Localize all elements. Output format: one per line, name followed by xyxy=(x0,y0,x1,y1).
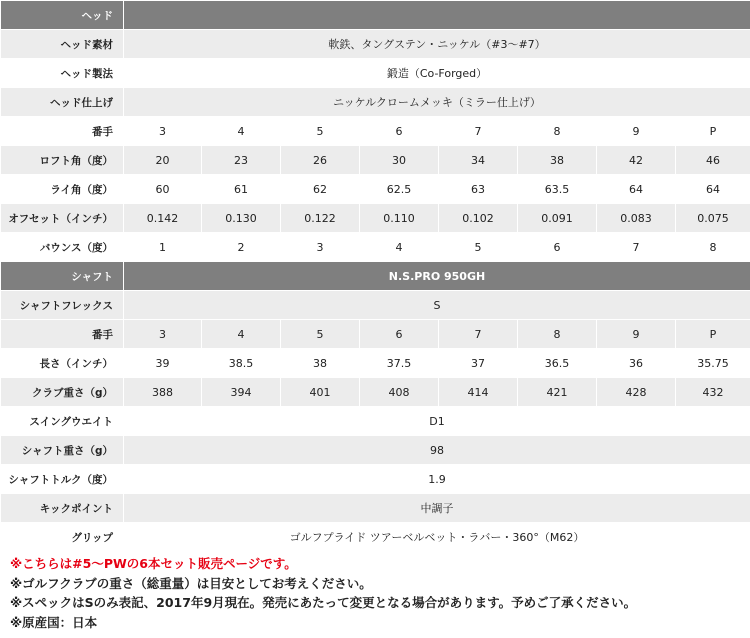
notes xyxy=(10,554,745,632)
club-weight-cell: 394 xyxy=(202,378,281,407)
club-weight-cell: 421 xyxy=(518,378,597,407)
lie-row xyxy=(1,175,750,204)
note-origin: ※原産国：日本 xyxy=(10,614,98,630)
bounce-cell: 2 xyxy=(202,233,281,262)
shaft-number-cell: 3 xyxy=(124,320,202,349)
head-number-cell: 4 xyxy=(202,117,281,146)
shaft-header-row xyxy=(1,262,750,291)
head-number-label: 番手 xyxy=(1,117,124,146)
length-cell: 36.5 xyxy=(518,349,597,378)
bounce-label: バウンス（度） xyxy=(1,233,124,262)
length-cell: 37.5 xyxy=(360,349,439,378)
loft-row xyxy=(1,146,750,175)
lie-cell: 62.5 xyxy=(360,175,439,204)
head-method-value: 鍛造（Co-Forged） xyxy=(124,59,750,88)
shaft-number-cell: 4 xyxy=(202,320,281,349)
head-header-row xyxy=(1,1,750,30)
shaft-number-cell: 8 xyxy=(518,320,597,349)
lie-cell: 62 xyxy=(281,175,360,204)
bounce-cell: 6 xyxy=(518,233,597,262)
shaft-flex-label: シャフトフレックス xyxy=(1,291,124,320)
length-cell: 38.5 xyxy=(202,349,281,378)
lie-label: ライ角（度） xyxy=(1,175,124,204)
club-weight-row xyxy=(1,378,750,407)
grip-label: グリップ xyxy=(1,523,124,552)
club-weight-cell: 428 xyxy=(597,378,676,407)
head-number-cell: P xyxy=(676,117,750,146)
bounce-cell: 5 xyxy=(439,233,518,262)
club-weight-cell: 401 xyxy=(281,378,360,407)
note-weight: ※ゴルフクラブの重さ（総重量）は目安としてお考えください。 xyxy=(10,575,372,591)
loft-cell: 38 xyxy=(518,146,597,175)
shaft-model-value: N.S.PRO 950GH xyxy=(124,262,750,291)
head-method-label: ヘッド製法 xyxy=(1,59,124,88)
head-material-label: ヘッド素材 xyxy=(1,30,124,59)
loft-cell: 23 xyxy=(202,146,281,175)
head-method-row xyxy=(1,59,750,88)
shaft-number-cell: 9 xyxy=(597,320,676,349)
club-weight-cell: 388 xyxy=(124,378,202,407)
lie-cell: 63.5 xyxy=(518,175,597,204)
loft-cell: 34 xyxy=(439,146,518,175)
swing-weight-value: D1 xyxy=(124,407,750,436)
shaft-number-cell: 5 xyxy=(281,320,360,349)
length-row xyxy=(1,349,750,378)
shaft-weight-value: 98 xyxy=(124,436,750,465)
shaft-flex-row xyxy=(1,291,750,320)
offset-cell: 0.110 xyxy=(360,204,439,233)
shaft-number-cell: P xyxy=(676,320,750,349)
lie-cell: 63 xyxy=(439,175,518,204)
offset-cell: 0.102 xyxy=(439,204,518,233)
note-spec: ※スペックはSのみ表記、2017年9月現在。発売にあたって変更となる場合があります。予めご了承ください。 xyxy=(10,595,637,610)
head-finish-value: ニッケルクロームメッキ（ミラー仕上げ） xyxy=(124,88,750,117)
shaft-weight-label: シャフト重さ（g） xyxy=(1,436,124,465)
bounce-cell: 7 xyxy=(597,233,676,262)
lie-cell: 60 xyxy=(124,175,202,204)
grip-row xyxy=(1,523,750,552)
head-number-cell: 3 xyxy=(124,117,202,146)
offset-cell: 0.130 xyxy=(202,204,281,233)
shaft-number-label: 番手 xyxy=(1,320,124,349)
club-weight-cell: 432 xyxy=(676,378,750,407)
torque-row xyxy=(1,465,750,494)
kick-point-label: キックポイント xyxy=(1,494,124,523)
loft-cell: 42 xyxy=(597,146,676,175)
shaft-number-cell: 6 xyxy=(360,320,439,349)
head-number-cell: 5 xyxy=(281,117,360,146)
head-material-value: 軟鉄、タングステン・ニッケル（#3〜#7） xyxy=(124,30,750,59)
swing-weight-row xyxy=(1,407,750,436)
lie-cell: 64 xyxy=(597,175,676,204)
length-cell: 38 xyxy=(281,349,360,378)
shaft-number-cell: 7 xyxy=(439,320,518,349)
swing-weight-label: スイングウエイト xyxy=(1,407,124,436)
note-set-info: ※こちらは#5〜PWの6本セット販売ページです。 xyxy=(10,556,297,571)
head-number-row xyxy=(1,117,750,146)
head-number-cell: 8 xyxy=(518,117,597,146)
bounce-row xyxy=(1,233,750,262)
loft-cell: 26 xyxy=(281,146,360,175)
offset-row xyxy=(1,204,750,233)
lie-cell: 64 xyxy=(676,175,750,204)
torque-value: 1.9 xyxy=(124,465,750,494)
length-cell: 39 xyxy=(124,349,202,378)
shaft-section-label: シャフト xyxy=(1,262,124,291)
length-cell: 36 xyxy=(597,349,676,378)
bounce-cell: 3 xyxy=(281,233,360,262)
offset-cell: 0.122 xyxy=(281,204,360,233)
shaft-flex-value: S xyxy=(124,291,750,320)
loft-cell: 30 xyxy=(360,146,439,175)
loft-cell: 46 xyxy=(676,146,750,175)
loft-label: ロフト角（度） xyxy=(1,146,124,175)
club-weight-label: クラブ重さ（g） xyxy=(1,378,124,407)
shaft-weight-row xyxy=(1,436,750,465)
head-section-label: ヘッド xyxy=(1,1,124,30)
offset-cell: 0.075 xyxy=(676,204,750,233)
grip-value: ゴルフプライド ツアーベルベット・ラバー・360°（M62） xyxy=(124,523,750,552)
lie-cell: 61 xyxy=(202,175,281,204)
head-finish-label: ヘッド仕上げ xyxy=(1,88,124,117)
offset-cell: 0.091 xyxy=(518,204,597,233)
club-weight-cell: 414 xyxy=(439,378,518,407)
length-cell: 35.75 xyxy=(676,349,750,378)
head-section-value xyxy=(124,1,750,30)
length-cell: 37 xyxy=(439,349,518,378)
kick-point-row xyxy=(1,494,750,523)
bounce-cell: 4 xyxy=(360,233,439,262)
shaft-number-row xyxy=(1,320,750,349)
kick-point-value: 中調子 xyxy=(124,494,750,523)
length-label: 長さ（インチ） xyxy=(1,349,124,378)
bounce-cell: 8 xyxy=(676,233,750,262)
head-number-cell: 7 xyxy=(439,117,518,146)
offset-cell: 0.083 xyxy=(597,204,676,233)
head-number-cell: 9 xyxy=(597,117,676,146)
offset-label: オフセット（インチ） xyxy=(1,204,124,233)
loft-cell: 20 xyxy=(124,146,202,175)
head-material-row xyxy=(1,30,750,59)
head-number-cell: 6 xyxy=(360,117,439,146)
head-finish-row xyxy=(1,88,750,117)
torque-label: シャフトトルク（度） xyxy=(1,465,124,494)
bounce-cell: 1 xyxy=(124,233,202,262)
club-weight-cell: 408 xyxy=(360,378,439,407)
offset-cell: 0.142 xyxy=(124,204,202,233)
